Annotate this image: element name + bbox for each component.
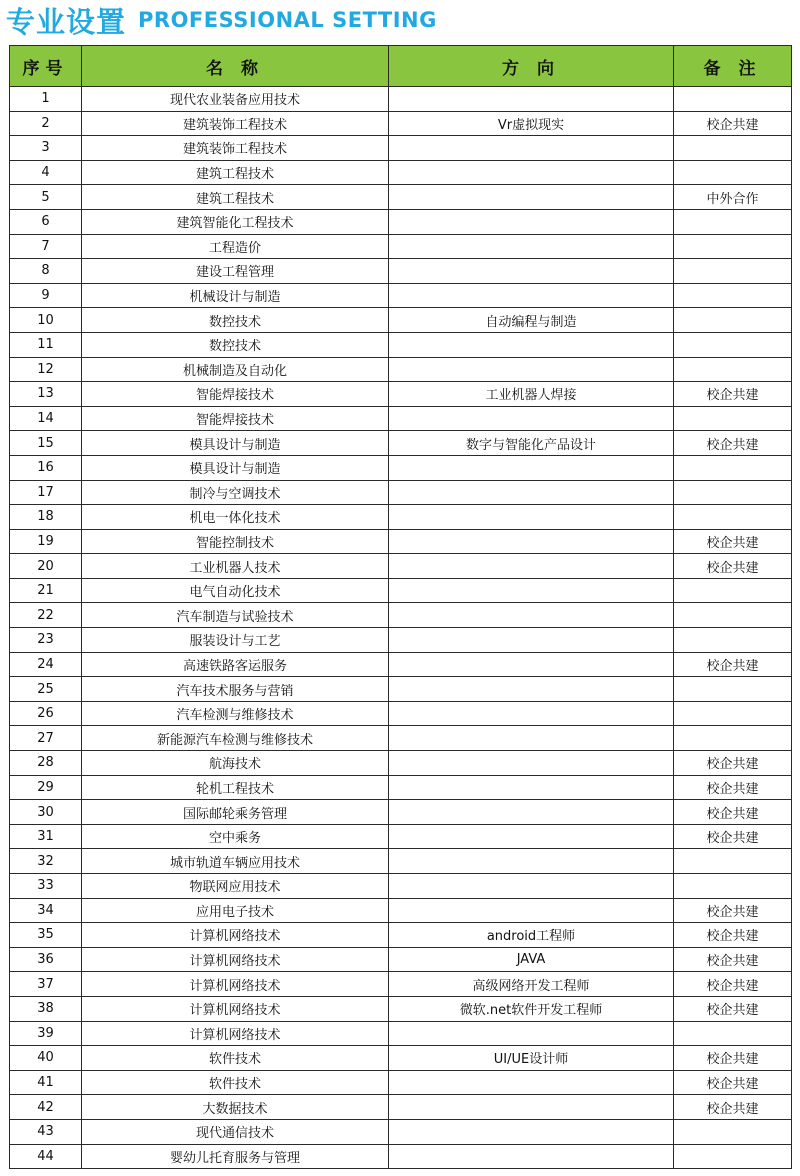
cell-remark <box>674 357 792 382</box>
cell-name: 计算机网络技术 <box>82 947 389 972</box>
table-row <box>10 751 792 776</box>
table-header-row <box>10 46 792 87</box>
table-row <box>10 455 792 480</box>
table-row <box>10 677 792 702</box>
cell-no: 12 <box>10 357 82 382</box>
cell-direction <box>389 259 674 284</box>
cell-no: 25 <box>10 677 82 702</box>
cell-remark: 校企共建 <box>674 775 792 800</box>
cell-name: 机械制造及自动化 <box>82 357 389 382</box>
cell-direction: UI/UE设计师 <box>389 1046 674 1071</box>
cell-no: 34 <box>10 898 82 923</box>
table-body <box>10 87 792 1169</box>
cell-direction <box>389 234 674 259</box>
table-row <box>10 628 792 653</box>
cell-no: 6 <box>10 209 82 234</box>
cell-remark <box>674 1119 792 1144</box>
table-row <box>10 603 792 628</box>
cell-no: 10 <box>10 308 82 333</box>
cell-name: 汽车制造与试验技术 <box>82 603 389 628</box>
cell-no: 26 <box>10 701 82 726</box>
cell-name: 计算机网络技术 <box>82 923 389 948</box>
cell-remark <box>674 87 792 112</box>
cell-remark <box>674 259 792 284</box>
cell-direction <box>389 1144 674 1169</box>
cell-direction <box>389 160 674 185</box>
table-row <box>10 1144 792 1169</box>
table-row <box>10 800 792 825</box>
table-row <box>10 652 792 677</box>
table-row <box>10 1070 792 1095</box>
cell-direction <box>389 677 674 702</box>
cell-name: 数控技术 <box>82 332 389 357</box>
cell-remark <box>674 1021 792 1046</box>
table-row <box>10 111 792 136</box>
cell-remark <box>674 578 792 603</box>
cell-remark <box>674 480 792 505</box>
cell-name: 婴幼儿托育服务与管理 <box>82 1144 389 1169</box>
cell-direction: 工业机器人焊接 <box>389 382 674 407</box>
cell-name: 高速铁路客运服务 <box>82 652 389 677</box>
cell-name: 建筑装饰工程技术 <box>82 136 389 161</box>
cell-direction <box>389 554 674 579</box>
table-row <box>10 996 792 1021</box>
cell-name: 模具设计与制造 <box>82 455 389 480</box>
cell-no: 24 <box>10 652 82 677</box>
cell-remark <box>674 209 792 234</box>
cell-no: 2 <box>10 111 82 136</box>
cell-no: 37 <box>10 972 82 997</box>
cell-remark: 校企共建 <box>674 1070 792 1095</box>
cell-no: 11 <box>10 332 82 357</box>
table-row <box>10 259 792 284</box>
table-row <box>10 431 792 456</box>
cell-name: 空中乘务 <box>82 824 389 849</box>
cell-direction <box>389 652 674 677</box>
cell-remark: 校企共建 <box>674 554 792 579</box>
cell-remark: 校企共建 <box>674 1095 792 1120</box>
cell-direction <box>389 406 674 431</box>
cell-remark <box>674 332 792 357</box>
cell-no: 3 <box>10 136 82 161</box>
cell-no: 20 <box>10 554 82 579</box>
cell-remark <box>674 603 792 628</box>
cell-name: 软件技术 <box>82 1070 389 1095</box>
cell-name: 计算机网络技术 <box>82 996 389 1021</box>
cell-no: 44 <box>10 1144 82 1169</box>
cell-no: 27 <box>10 726 82 751</box>
cell-no: 17 <box>10 480 82 505</box>
table-row <box>10 283 792 308</box>
cell-no: 39 <box>10 1021 82 1046</box>
table-row <box>10 382 792 407</box>
cell-no: 21 <box>10 578 82 603</box>
cell-direction: 数字与智能化产品设计 <box>389 431 674 456</box>
cell-name: 工程造价 <box>82 234 389 259</box>
cell-remark: 校企共建 <box>674 824 792 849</box>
table-row <box>10 136 792 161</box>
program-table <box>9 45 792 1169</box>
cell-remark <box>674 283 792 308</box>
table-row <box>10 160 792 185</box>
table-row <box>10 849 792 874</box>
cell-name: 工业机器人技术 <box>82 554 389 579</box>
cell-name: 数控技术 <box>82 308 389 333</box>
header-name: 名 称 <box>82 46 389 87</box>
cell-remark: 校企共建 <box>674 111 792 136</box>
cell-direction <box>389 849 674 874</box>
cell-name: 智能控制技术 <box>82 529 389 554</box>
cell-name: 智能焊接技术 <box>82 382 389 407</box>
cell-direction <box>389 800 674 825</box>
cell-remark: 校企共建 <box>674 1046 792 1071</box>
cell-no: 30 <box>10 800 82 825</box>
cell-no: 40 <box>10 1046 82 1071</box>
table-row <box>10 554 792 579</box>
cell-direction <box>389 824 674 849</box>
title-chinese: 专业设置 <box>6 4 127 39</box>
cell-direction <box>389 185 674 210</box>
cell-name: 建筑智能化工程技术 <box>82 209 389 234</box>
cell-direction: 微软.net软件开发工程师 <box>389 996 674 1021</box>
cell-remark <box>674 874 792 899</box>
cell-direction <box>389 578 674 603</box>
cell-no: 23 <box>10 628 82 653</box>
cell-name: 建筑工程技术 <box>82 160 389 185</box>
cell-remark <box>674 1144 792 1169</box>
header-direction: 方 向 <box>389 46 674 87</box>
cell-name: 汽车技术服务与营销 <box>82 677 389 702</box>
table-row <box>10 775 792 800</box>
cell-direction <box>389 455 674 480</box>
cell-name: 机电一体化技术 <box>82 505 389 530</box>
table-row <box>10 972 792 997</box>
cell-name: 建筑工程技术 <box>82 185 389 210</box>
cell-direction <box>389 480 674 505</box>
table-row <box>10 308 792 333</box>
cell-no: 1 <box>10 87 82 112</box>
table-row <box>10 701 792 726</box>
cell-name: 智能焊接技术 <box>82 406 389 431</box>
cell-name: 汽车检测与维修技术 <box>82 701 389 726</box>
cell-remark <box>674 160 792 185</box>
cell-direction <box>389 898 674 923</box>
table-row <box>10 505 792 530</box>
cell-direction: Vr虚拟现实 <box>389 111 674 136</box>
cell-name: 航海技术 <box>82 751 389 776</box>
cell-remark <box>674 455 792 480</box>
cell-no: 19 <box>10 529 82 554</box>
cell-no: 29 <box>10 775 82 800</box>
table-row <box>10 87 792 112</box>
cell-no: 5 <box>10 185 82 210</box>
cell-no: 7 <box>10 234 82 259</box>
cell-direction <box>389 775 674 800</box>
cell-no: 9 <box>10 283 82 308</box>
cell-direction <box>389 603 674 628</box>
cell-remark <box>674 849 792 874</box>
cell-remark: 校企共建 <box>674 529 792 554</box>
cell-direction <box>389 136 674 161</box>
table-row <box>10 947 792 972</box>
cell-remark: 校企共建 <box>674 800 792 825</box>
cell-direction <box>389 701 674 726</box>
table-row <box>10 726 792 751</box>
table-row <box>10 209 792 234</box>
cell-no: 13 <box>10 382 82 407</box>
cell-remark: 校企共建 <box>674 751 792 776</box>
cell-no: 28 <box>10 751 82 776</box>
cell-direction: android工程师 <box>389 923 674 948</box>
cell-remark <box>674 406 792 431</box>
cell-no: 35 <box>10 923 82 948</box>
cell-name: 软件技术 <box>82 1046 389 1071</box>
cell-remark: 校企共建 <box>674 996 792 1021</box>
cell-remark: 校企共建 <box>674 652 792 677</box>
cell-remark <box>674 136 792 161</box>
cell-direction <box>389 505 674 530</box>
cell-name: 模具设计与制造 <box>82 431 389 456</box>
table-row <box>10 898 792 923</box>
cell-name: 计算机网络技术 <box>82 1021 389 1046</box>
cell-direction <box>389 874 674 899</box>
cell-direction <box>389 529 674 554</box>
table-row <box>10 1021 792 1046</box>
cell-direction <box>389 209 674 234</box>
cell-direction <box>389 87 674 112</box>
cell-name: 新能源汽车检测与维修技术 <box>82 726 389 751</box>
cell-direction <box>389 1070 674 1095</box>
cell-no: 43 <box>10 1119 82 1144</box>
cell-direction: JAVA <box>389 947 674 972</box>
cell-direction <box>389 1095 674 1120</box>
table-row <box>10 332 792 357</box>
cell-name: 电气自动化技术 <box>82 578 389 603</box>
cell-remark: 校企共建 <box>674 923 792 948</box>
cell-no: 18 <box>10 505 82 530</box>
cell-no: 4 <box>10 160 82 185</box>
table-row <box>10 1095 792 1120</box>
cell-direction <box>389 628 674 653</box>
cell-name: 大数据技术 <box>82 1095 389 1120</box>
page-title <box>6 0 437 40</box>
cell-direction: 自动编程与制造 <box>389 308 674 333</box>
table-row <box>10 357 792 382</box>
cell-remark <box>674 677 792 702</box>
cell-direction <box>389 726 674 751</box>
cell-no: 31 <box>10 824 82 849</box>
cell-direction <box>389 751 674 776</box>
cell-direction <box>389 357 674 382</box>
table-row <box>10 923 792 948</box>
cell-no: 8 <box>10 259 82 284</box>
cell-name: 城市轨道车辆应用技术 <box>82 849 389 874</box>
table-row <box>10 1119 792 1144</box>
cell-no: 32 <box>10 849 82 874</box>
cell-no: 36 <box>10 947 82 972</box>
cell-no: 15 <box>10 431 82 456</box>
cell-name: 机械设计与制造 <box>82 283 389 308</box>
table-row <box>10 874 792 899</box>
cell-name: 计算机网络技术 <box>82 972 389 997</box>
cell-name: 建筑装饰工程技术 <box>82 111 389 136</box>
table-row <box>10 185 792 210</box>
cell-no: 41 <box>10 1070 82 1095</box>
cell-remark <box>674 505 792 530</box>
cell-name: 物联网应用技术 <box>82 874 389 899</box>
table-row <box>10 578 792 603</box>
cell-remark: 校企共建 <box>674 972 792 997</box>
cell-name: 应用电子技术 <box>82 898 389 923</box>
cell-direction: 高级网络开发工程师 <box>389 972 674 997</box>
cell-no: 38 <box>10 996 82 1021</box>
cell-direction <box>389 1119 674 1144</box>
cell-direction <box>389 1021 674 1046</box>
cell-remark <box>674 726 792 751</box>
cell-remark <box>674 628 792 653</box>
table-row <box>10 480 792 505</box>
cell-no: 33 <box>10 874 82 899</box>
cell-remark <box>674 701 792 726</box>
cell-remark: 校企共建 <box>674 431 792 456</box>
cell-no: 22 <box>10 603 82 628</box>
cell-remark <box>674 234 792 259</box>
cell-no: 16 <box>10 455 82 480</box>
cell-remark: 中外合作 <box>674 185 792 210</box>
table-row <box>10 406 792 431</box>
cell-name: 制冷与空调技术 <box>82 480 389 505</box>
cell-name: 建设工程管理 <box>82 259 389 284</box>
table-row <box>10 1046 792 1071</box>
cell-name: 现代通信技术 <box>82 1119 389 1144</box>
cell-name: 轮机工程技术 <box>82 775 389 800</box>
table-row <box>10 529 792 554</box>
cell-no: 14 <box>10 406 82 431</box>
cell-direction <box>389 283 674 308</box>
cell-name: 国际邮轮乘务管理 <box>82 800 389 825</box>
header-no: 序号 <box>10 46 82 87</box>
cell-remark <box>674 308 792 333</box>
table-row <box>10 824 792 849</box>
cell-name: 服装设计与工艺 <box>82 628 389 653</box>
cell-remark: 校企共建 <box>674 382 792 407</box>
header-remark: 备 注 <box>674 46 792 87</box>
cell-direction <box>389 332 674 357</box>
table-row <box>10 234 792 259</box>
cell-remark: 校企共建 <box>674 898 792 923</box>
cell-remark: 校企共建 <box>674 947 792 972</box>
cell-no: 42 <box>10 1095 82 1120</box>
title-english: PROFESSIONAL SETTING <box>138 8 437 32</box>
cell-name: 现代农业装备应用技术 <box>82 87 389 112</box>
